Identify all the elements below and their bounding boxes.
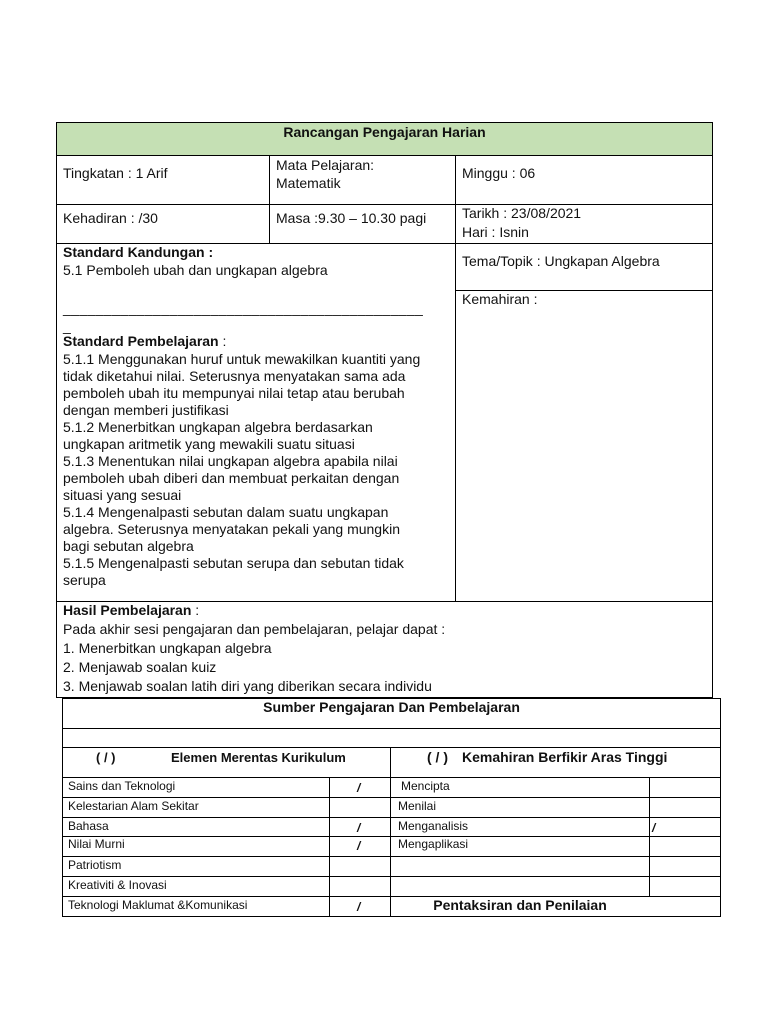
emk-row-label: Teknologi Maklumat &Komunikasi [68, 898, 248, 912]
standard-kandungan-label: Standard Kandungan : [63, 244, 214, 260]
hasil-pembelajaran-colon: : [191, 602, 200, 618]
page-title: Rancangan Pengajaran Harian [283, 124, 486, 140]
sp-line: dengan memberi justifikasi [63, 402, 229, 418]
sp-line: serupa [63, 572, 106, 588]
kbat-check-mark: ( / ) [427, 749, 448, 765]
emk-row-label: Patriotism [68, 858, 122, 872]
kehadiran-field: Kehadiran : /30 [63, 210, 158, 226]
sp-line: tidak diketahui nilai. Seterusnya menyatakan sama ada [63, 368, 406, 384]
hasil-item: 3. Menjawab soalan latih diri yang diberikan secara individu [63, 678, 432, 694]
emk-check-mark: ( / ) [96, 750, 116, 765]
tema-topik-field: Tema/Topik : Ungkapan Algebra [462, 253, 660, 269]
hasil-intro: Pada akhir sesi pengajaran dan pembelajaran, pelajar dapat : [63, 621, 446, 637]
emk-row-label: Sains dan Teknologi [68, 779, 176, 793]
sp-line: 5.1.5 Mengenalpasti sebutan serupa dan sebutan tidak [63, 555, 404, 571]
sp-line: ungkapan aritmetik yang mewakili suatu situasi [63, 436, 355, 452]
emk-header: Elemen Merentas Kurikulum [171, 750, 346, 765]
sp-line: 5.1.2 Menerbitkan ungkapan algebra berdasarkan [63, 419, 373, 435]
mata-pelajaran-value: Matematik [276, 175, 341, 191]
kbat-row-label: Menilai [398, 799, 437, 813]
minggu-field: Minggu : 06 [462, 165, 536, 181]
emk-row-check: / [357, 839, 361, 853]
sp-line: situasi yang sesuai [63, 487, 182, 503]
sumber-title: Sumber Pengajaran Dan Pembelajaran [263, 699, 520, 715]
standard-pembelajaran-label: Standard Pembelajaran [63, 333, 219, 349]
hasil-pembelajaran-heading [63, 602, 199, 619]
sp-line: 5.1.4 Mengenalpasti sebutan dalam suatu ungkapan [63, 504, 389, 520]
emk-row-check: / [357, 781, 361, 795]
sp-line: 5.1.1 Menggunakan huruf untuk mewakilkan kuantiti yang [63, 351, 421, 367]
hasil-item: 2. Menjawab soalan kuiz [63, 659, 217, 675]
mata-pelajaran-label: Mata Pelajaran: [276, 157, 375, 173]
emk-row-check: / [357, 821, 361, 835]
standard-pembelajaran-list [63, 351, 453, 589]
pentaksiran-label: Pentaksiran dan Penilaian [433, 897, 607, 913]
standard-pembelajaran-heading [63, 333, 226, 350]
sp-line: pemboleh ubah itu mempunyai nilai tetap atau berubah [63, 385, 405, 401]
kbat-row-label: Mengaplikasi [398, 837, 469, 851]
emk-row-label: Nilai Murni [68, 837, 125, 851]
sp-line: 5.1.3 Menentukan nilai ungkapan algebra apabila nilai [63, 453, 398, 469]
sp-line: pemboleh ubah diberi dan membuat perkaitan dengan [63, 470, 400, 486]
masa-field: Masa :9.30 – 10.30 pagi [276, 210, 427, 226]
emk-row-label: Kreativiti & Inovasi [68, 878, 167, 892]
emk-row-label: Kelestarian Alam Sekitar [68, 799, 199, 813]
emk-row-label: Bahasa [68, 819, 109, 833]
underline-divider-short: _ [63, 318, 71, 334]
sp-line: algebra. Seterusnya menyatakan pekali yang mungkin [63, 521, 400, 537]
tarikh-field: Tarikh : 23/08/2021 [462, 205, 582, 221]
hasil-pembelajaran-label: Hasil Pembelajaran [63, 602, 192, 618]
hari-field: Hari : Isnin [462, 224, 529, 240]
kbat-row-check: / [652, 821, 656, 835]
emk-row-check: / [357, 900, 361, 914]
underline-divider: ____________________________________________ [63, 300, 424, 316]
kemahiran-label: Kemahiran : [462, 291, 538, 307]
sp-line: bagi sebutan algebra [63, 538, 194, 554]
kbat-header: Kemahiran Berfikir Aras Tinggi [462, 749, 668, 765]
standard-kandungan-value: 5.1 Pemboleh ubah dan ungkapan algebra [63, 262, 328, 278]
kbat-row-label: Mencipta [401, 779, 450, 793]
tingkatan-field: Tingkatan : 1 Arif [63, 165, 168, 181]
kbat-row-label: Menganalisis [398, 819, 469, 833]
hasil-item: 1. Menerbitkan ungkapan algebra [63, 640, 272, 656]
standard-pembelajaran-colon: : [218, 333, 227, 349]
